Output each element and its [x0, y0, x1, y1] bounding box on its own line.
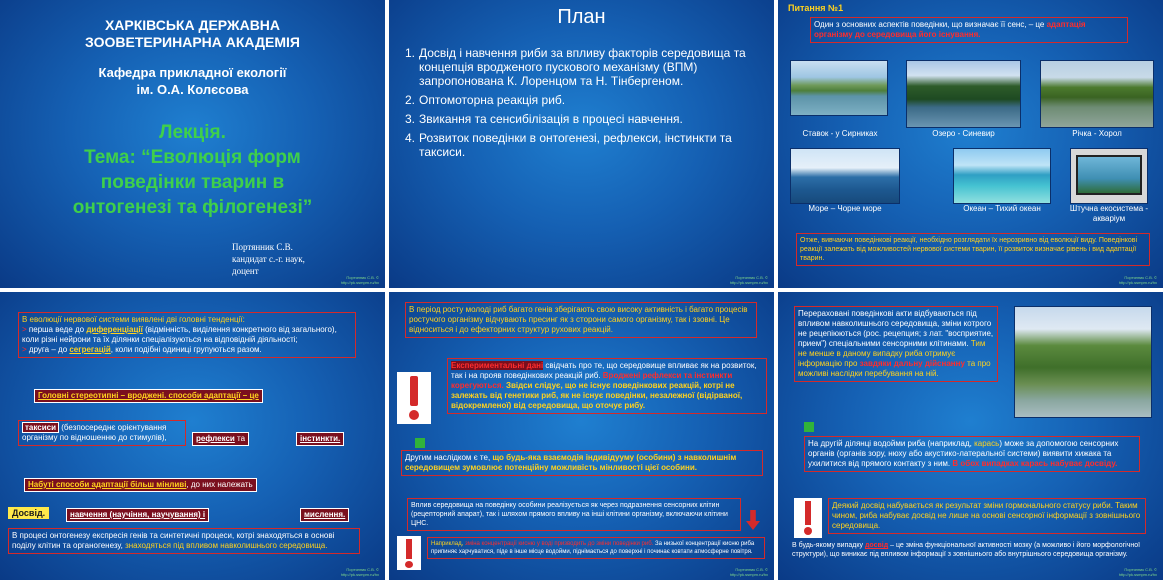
ocean-caption: Океан – Тихий океан: [963, 204, 1041, 213]
aquarium-caption: Штучна екосистема - акваріум: [1069, 204, 1149, 223]
slide-plan[interactable]: [389, 0, 774, 288]
warning-icon: [397, 536, 421, 570]
sea-photo: [790, 148, 900, 204]
example-highlight: зміна концентрації кисню у воді призводить до зміни поведінки риб.: [464, 541, 654, 547]
experience-definition: [792, 541, 1144, 559]
behavior-text: Перераховані поведінкові акти відбуваються під впливом навколишнього середовища, зміни котрого не рецепіюються (рос. рецепция; з лат. "восприятие, прием") спеціальними сенсорними клітинами.: [798, 309, 994, 348]
footer-url: http://pk.ssmpm.ru/hx: [729, 280, 768, 285]
plan-item-text: Досвід і навчення риби за впливу факторів середовища та концепція вродженого пускового механізму (ВПМ) запропонована К. Лоренцом та Н. Тінбергеном.: [419, 46, 746, 88]
lake-photo: [906, 60, 1021, 128]
trend-2-term: сегрегацій: [69, 345, 111, 354]
slide-evolution-trends[interactable]: [0, 292, 385, 580]
question-title: Питання №1: [788, 3, 844, 13]
trend-1-detail: (відмінність, виділення конкретного від загального), коли різні нейрони та їх ділянки спеціалізуються на відповідній діяльності;: [22, 325, 337, 344]
acquired-adaptation-term: Набуті способи адаптації більш мінливі: [28, 480, 187, 489]
aquarium-photo: [1070, 148, 1148, 204]
department-line-2: ім. О.А. Колєсова: [136, 82, 249, 97]
topic-line-3: онтогенезі та філогенезі”: [72, 197, 313, 218]
taxis-term: таксиси: [22, 422, 59, 433]
growth-box: В період росту молоді риб багато генів зберігають свою високу активність і багато процесів ростучого організму відчувають пресинг як з сторони самого організму, так і ззовні. Це відноситься і до ефекторних структур рухових реакцій.: [405, 302, 757, 338]
experience-label: Досвід.: [8, 507, 49, 519]
taxis-box: [18, 420, 186, 446]
behavior-box: [794, 306, 998, 382]
taxis-detail: (безпосереднє орієнтування організму по відношенню до стимулів),: [22, 423, 167, 442]
experiment-term: Експериментальні дані: [451, 361, 544, 370]
lake-caption: Озеро - Синевир: [932, 129, 995, 138]
river-photo: [1040, 60, 1154, 128]
predator-conclusion: В обох випадках карась набуває досвіду.: [952, 459, 1118, 468]
slide-title[interactable]: [0, 0, 385, 288]
instinct-term: інстинкти.: [300, 434, 341, 443]
footer-url: http://pk.ssmpm.ru/hx: [729, 572, 768, 577]
behavior-term: завдяки дальну дійснанну: [859, 359, 965, 368]
example-label: Наприклад,: [431, 541, 465, 547]
consequence-highlight: що будь-яка взаємодія індивідууму (особини) з навколишнім середовищем зумовлює потенційну можливість мінливості цієї особини.: [405, 453, 737, 472]
slide-footer: [341, 567, 379, 577]
consequence-box: [401, 450, 763, 476]
thinking-tag: [300, 508, 349, 522]
plan-item-text: Оптомоторна реакція риб.: [419, 93, 566, 107]
plan-item-number: 3.: [405, 112, 416, 126]
plan-item: [405, 112, 760, 126]
warning-exclamation-icon: [794, 498, 822, 538]
green-bullet-icon: [415, 438, 425, 448]
slide-question-1[interactable]: [778, 0, 1163, 288]
ocean-photo: [953, 148, 1051, 204]
footer-url: http://pk.ssmpm.ru/hx: [340, 280, 379, 285]
topic-line-2: поведінки тварин в: [100, 172, 285, 193]
example-box: [427, 537, 765, 559]
intro-box: [810, 17, 1128, 43]
learning-term: навчення (научіння, научування) і: [70, 510, 206, 519]
experiment-text: свідчать про те, що середовище впливає як на розвиток, так і на прояв поведінкових реакцій риб.: [451, 361, 757, 380]
trend-2-detail: , коли подібні одиниці групуються разом.: [110, 345, 262, 354]
author-name: Портянник С.В.: [232, 242, 293, 252]
lecture-label: Лекція.: [159, 122, 226, 143]
behavior-highlight: Тим не менше в даному випадку риба отримує інформацію про: [798, 339, 986, 368]
footer-author: Портянник С.В. ©: [346, 275, 379, 280]
slide-footer: [1119, 275, 1157, 285]
trend-1-term: диференціації: [86, 325, 143, 334]
innate-adaptation-tag: [34, 389, 263, 403]
footer-author: Портянник С.В. ©: [1124, 275, 1157, 280]
slide-footer: [730, 567, 768, 577]
slide-footer: [341, 275, 379, 285]
innate-adaptation-text: Головні стереотипні – вроджені. способи адаптації – це: [38, 391, 259, 400]
plan-item-text: Звикання та сенсибілізація в процесі навчення.: [419, 112, 683, 126]
down-arrow-icon: [746, 510, 760, 530]
department-name: [0, 64, 385, 98]
behavior-consequence: та про можливі наслідки перебування на ній.: [798, 359, 991, 378]
footer-author: Портянник С.В. ©: [346, 567, 379, 572]
footer-author: Портянник С.В. ©: [735, 275, 768, 280]
author-degree: кандидат с.-г. наук,: [232, 254, 305, 264]
influence-box: Вплив середовища на поведінку особини реалізується як через подразнення сенсорних клітин (рецепторний апарат), так і шляхом прямого впливу на інші клітини організму, включаючи клітини ЦНС.: [407, 498, 741, 531]
author-info: [232, 241, 305, 277]
reflex-tag: [192, 432, 249, 446]
plan-item-text: Розвиток поведінки в онтогенезі, рефлекси, інстинкти та таксиси.: [419, 131, 732, 159]
thinking-term: мислення.: [304, 510, 346, 519]
plan-item-number: 4.: [405, 131, 416, 145]
predator-detail: ) може за допомогою сенсорних органів (органів зору, нюху або акустико-латеральної системи) виявити хижака та ухилитися від прямого контакту з ним.: [808, 439, 1119, 468]
plan-item-number: 2.: [405, 93, 416, 107]
plan-list: [405, 46, 760, 164]
warning-exclamation-icon: [397, 372, 431, 424]
hormonal-box: Деякий досвід набувається як результат зміни гормонального статусу риби. Таким чином, риба набуває досвід не лише на основі сенсорної інформації з зовнішнього середовища.: [828, 498, 1146, 534]
pond-caption: Ставок - у Сирниках: [802, 129, 878, 138]
green-bullet-icon: [804, 422, 814, 432]
pond-photo: [790, 60, 888, 116]
ontogenesis-text: В процесі онтогенезу експресія генів та синтетичні процеси, котрі знаходяться в основі поділу клітин та органогенезу,: [12, 531, 335, 550]
trend-2-text: друга – до: [28, 345, 70, 354]
intro-highlight: адаптація організму до середовища його існування.: [814, 20, 1086, 39]
learning-tag: [66, 508, 209, 522]
intro-text: Один з основних аспектів поведінки, що визначає її сенс, – це: [814, 20, 1047, 29]
example-text: За низької концентрації кисню риба припиняє харчуватися, піде в інше місце водойми, піднімається до поверхні і починає ковтати атмосферне повітря.: [431, 541, 755, 555]
river-caption: Річка - Хорол: [1072, 129, 1122, 138]
definition-detail: – це зміна функціональної активності мозку (а можливо і його морфологічної структури), що виникає під впливом інформації з зовнішнього або внутрішнього середовища організму.: [792, 542, 1141, 558]
author-title: доцент: [232, 266, 259, 276]
aquarium-tank-icon: [1076, 155, 1142, 195]
reflex-term: рефлекси: [196, 434, 235, 443]
lecture-topic: [0, 120, 385, 220]
slide-experience[interactable]: [778, 292, 1163, 580]
experiment-highlight: Вроджені рефлекси та інстинкти корегуються.: [451, 371, 733, 390]
department-line-1: Кафедра прикладної екології: [98, 65, 287, 80]
experiment-conclusion: Звідси слідує, що не існує поведінкових реакцій, котрі не залежать від генетики риб, як не існує поведінки, незалежної (відірваної, відокремленої) від середовища, що оточує рибу.: [451, 381, 743, 410]
footer-url: http://pk.ssmpm.ru/hx: [1118, 280, 1157, 285]
footer-url: http://pk.ssmpm.ru/hx: [340, 572, 379, 577]
slide-footer: [1119, 567, 1157, 577]
plan-item-number: 1.: [405, 46, 416, 60]
definition-text: В будь-якому випадку: [792, 542, 865, 549]
footer-author: Портянник С.В. ©: [1124, 567, 1157, 572]
sea-caption: Море – Чорне море: [808, 204, 882, 213]
topic-line-1: Тема: “Еволюція форм: [84, 147, 301, 168]
slide-growth-influence[interactable]: [389, 292, 774, 580]
predator-box: [804, 436, 1140, 472]
footer-author: Портянник С.В. ©: [735, 567, 768, 572]
plan-item: [405, 46, 760, 88]
conclusion-box: Отже, вивчаючи поведінкові реакції, необхідно розглядати їх нерозривно від еволюції виду. Поведінкові реакції залежать від можливостей нервової системи тварин, її розвиток визначає рівень і вид адаптації тварин.: [796, 233, 1150, 266]
slide-footer: [730, 275, 768, 285]
reeds-photo: [1014, 306, 1152, 418]
acquired-adaptation-tag: [24, 478, 257, 492]
experiment-box: [447, 358, 767, 414]
predator-fish-name: карась: [974, 439, 1000, 448]
plan-title: План: [557, 6, 606, 28]
trend-1: > перша веде до диференціації (відмінність, виділення конкретного від загального), коли різні нейрони та їх ділянки спеціалізуються на відповідній діяльності;: [22, 325, 337, 344]
plan-item: [405, 93, 760, 107]
plan-item: [405, 131, 760, 159]
academy-name: [0, 17, 385, 51]
ontogenesis-box: [8, 528, 360, 554]
trends-intro: В еволюції нервової системи виявлені дві головні тенденції:: [22, 315, 245, 324]
footer-url: http://pk.ssmpm.ru/hx: [1118, 572, 1157, 577]
academy-line-1: ХАРКІВСЬКА ДЕРЖАВНА: [104, 17, 281, 33]
trend-2: > друга – до сегрегацій, коли подібні одиниці групуються разом.: [22, 345, 262, 354]
definition-term: досвід: [864, 542, 889, 549]
predator-text: На другій ділянці водойми риба (наприклад,: [808, 439, 975, 448]
academy-line-2: ЗООВЕТЕРИНАРНА АКАДЕМІЯ: [85, 34, 300, 50]
ontogenesis-highlight: знаходяться під впливом навколишнього середовища.: [125, 541, 328, 550]
instinct-tag: [296, 432, 344, 446]
trend-1-text: перша веде до: [28, 325, 87, 334]
consequence-text: Другим наслідком є те,: [405, 453, 493, 462]
reflex-and: та: [234, 434, 246, 443]
trends-box: [18, 312, 356, 358]
acquired-adaptation-detail: , до них належать: [186, 480, 253, 489]
